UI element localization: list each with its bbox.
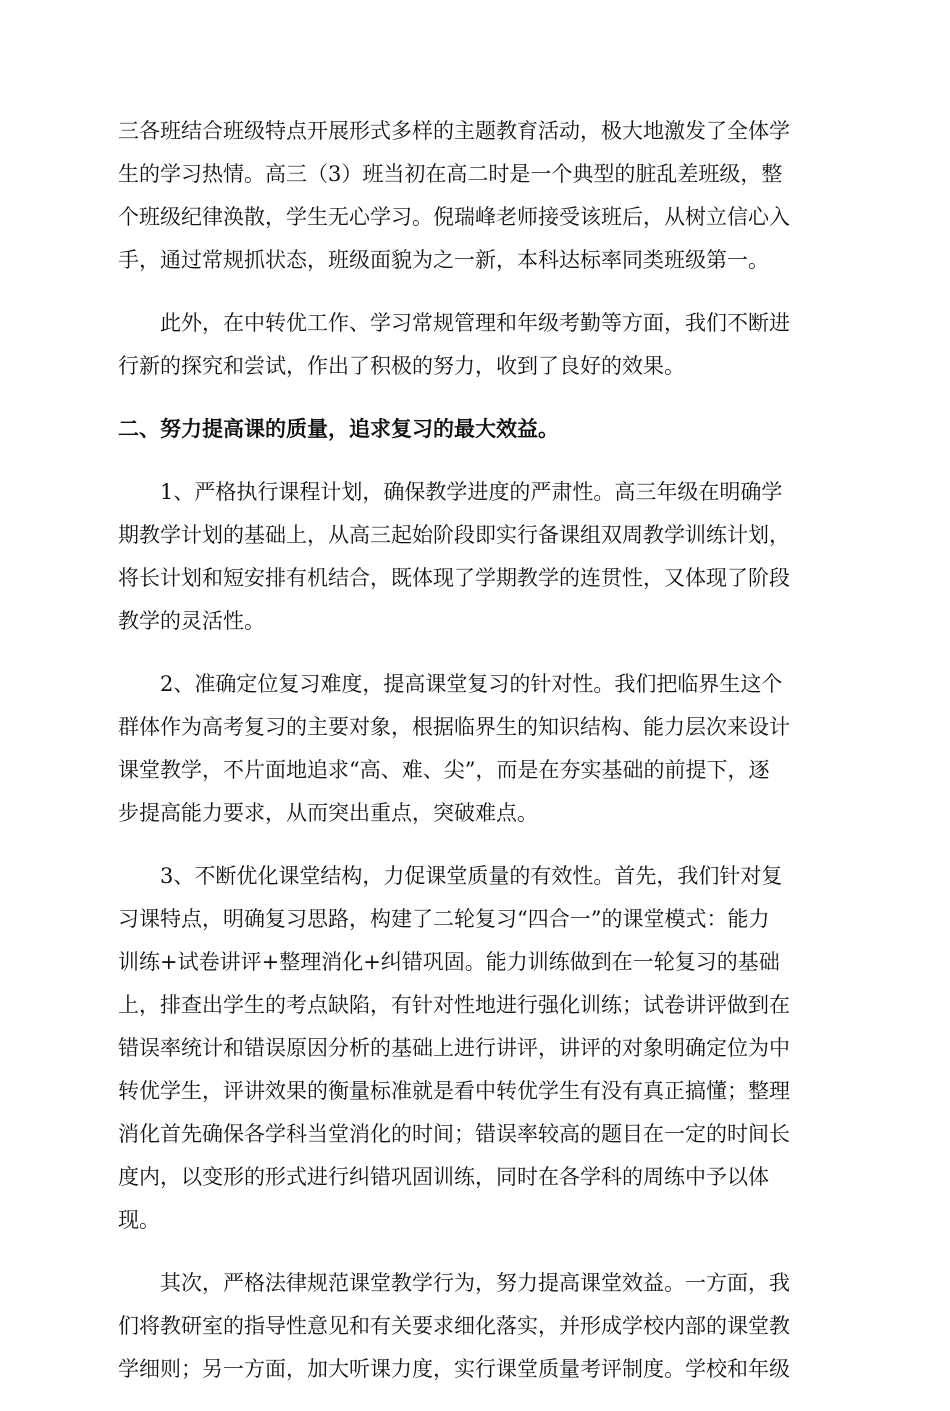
paragraph — [118, 471, 838, 643]
paragraph-line: 课堂教学，不片面地追求“高、难、尖”，而是在夯实基础的前提下，逐 — [118, 758, 770, 782]
paragraph-line: 此外，在中转优工作、学习常规管理和年级考勤等方面，我们不断进 — [160, 311, 790, 335]
paragraph-line: 习课特点，明确复习思路，构建了二轮复习“四合一”的课堂模式：能力 — [118, 907, 770, 931]
paragraph-line: 其次，严格法律规范课堂教学行为，努力提高课堂效益。一方面，我 — [160, 1271, 790, 1295]
paragraph-line: 们将教研室的指导性意见和有关要求细化落实，并形成学校内部的课堂教 — [118, 1314, 790, 1338]
paragraph-line: 个班级纪律涣散，学生无心学习。倪瑞峰老师接受该班后，从树立信心入 — [118, 205, 790, 229]
paragraph-line: 训练+试卷讲评+整理消化+纠错巩固。能力训练做到在一轮复习的基础 — [118, 950, 780, 974]
paragraph-line: 群体作为高考复习的主要对象，根据临界生的知识结构、能力层次来设计 — [118, 715, 790, 739]
paragraph-line: 三各班结合班级特点开展形式多样的主题教育活动，极大地激发了全体学 — [118, 119, 790, 143]
paragraph-line: 错误率统计和错误原因分析的基础上进行讲评，讲评的对象明确定位为中 — [118, 1036, 790, 1060]
paragraph-line: 现。 — [118, 1208, 160, 1232]
paragraph-line: 3、不断优化课堂结构，力促课堂质量的有效性。首先，我们针对复 — [160, 864, 783, 888]
paragraph-line: 2、准确定位复习难度，提高课堂复习的针对性。我们把临界生这个 — [160, 672, 783, 696]
paragraph-line: 消化首先确保各学科当堂消化的时间；错误率较高的题目在一定的时间长 — [118, 1122, 790, 1146]
paragraph-line: 期教学计划的基础上，从高三起始阶段即实行备课组双周教学训练计划， — [118, 523, 790, 547]
paragraph-line: 将长计划和短安排有机结合，既体现了学期教学的连贯性，又体现了阶段 — [118, 566, 790, 590]
paragraph-line: 教学的灵活性。 — [118, 609, 265, 633]
paragraph-line: 生的学习热情。高三（3）班当初在高二时是一个典型的脏乱差班级，整 — [118, 162, 783, 186]
section-heading: 二、努力提高课的质量，追求复习的最大效益。 — [118, 417, 559, 441]
paragraph-line: 行新的探究和尝试，作出了积极的努力，收到了良好的效果。 — [118, 354, 685, 378]
paragraph — [118, 1262, 838, 1391]
paragraph-line: 步提高能力要求，从而突出重点，突破难点。 — [118, 801, 538, 825]
paragraph — [118, 302, 838, 388]
paragraph-line: 度内，以变形的形式进行纠错巩固训练，同时在各学科的周练中予以体 — [118, 1165, 769, 1189]
paragraph-line: 手，通过常规抓状态，班级面貌为之一新，本科达标率同类班级第一。 — [118, 248, 769, 272]
paragraph-line: 1、严格执行课程计划，确保教学进度的严肃性。高三年级在明确学 — [160, 480, 783, 504]
paragraph-line: 转优学生，评讲效果的衡量标准就是看中转优学生有没有真正搞懂；整理 — [118, 1079, 790, 1103]
paragraph-line: 学细则；另一方面，加大听课力度，实行课堂质量考评制度。学校和年级 — [118, 1357, 790, 1381]
paragraph — [118, 663, 838, 835]
paragraph — [118, 855, 838, 1242]
document-body — [118, 110, 838, 1411]
paragraph-line: 上，排查出学生的考点缺陷，有针对性地进行强化训练；试卷讲评做到在 — [118, 993, 790, 1017]
paragraph — [118, 110, 838, 282]
